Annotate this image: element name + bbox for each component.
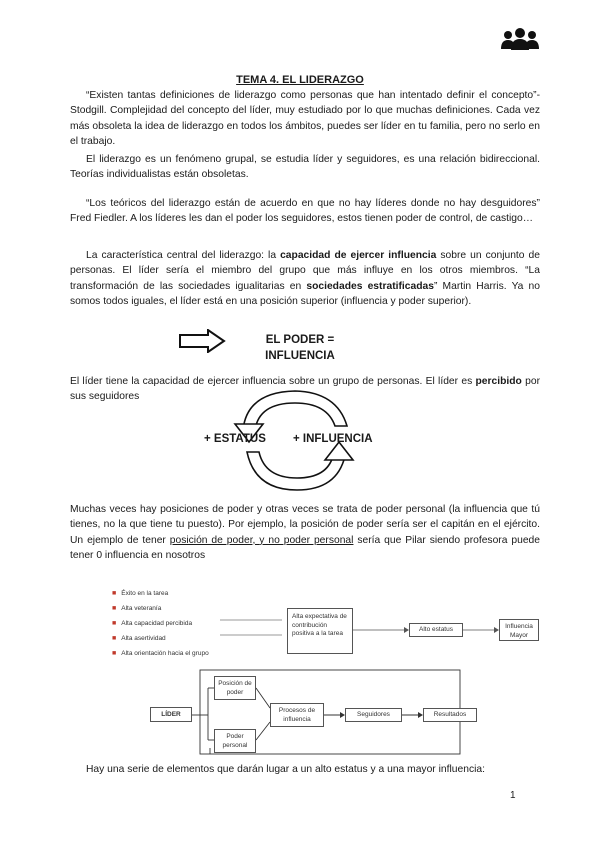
box-high-expectation: Alta expectativa de contribución positiva a la tarea [287, 608, 353, 654]
right-arrow-icon [178, 329, 226, 353]
box-position-power: Posición de poder [214, 676, 256, 700]
paragraph-definitions: “Existen tantas definiciones de liderazgo como personas que han intentado definir el concepto”- Stodgill. Complejidad del concepto del líder, muy estudiado por lo que muchas definiciones. Cada vez más obsoleta la idea de liderazgo en todos los ámbitos, puedes ser líder en tu familia, pero no serlo en el trabajo. [70, 90, 540, 148]
box-followers: Seguidores [345, 708, 402, 722]
cycle-label-status: + ESTATUS [204, 433, 266, 445]
paragraph-elements: Hay una serie de elementos que darán lugar a un alto estatus y a una mayor influencia: [86, 764, 485, 775]
paragraph-central-feature: La característica central del liderazgo: la capacidad de ejercer influencia sobre un conjunto de personas. El líder sería el miembro del grupo que más influye en los otros miembros. “La transformación de las sociedades igualitarias en sociedades estratificadas” Martin Harris. Ya no somos todos iguales, el líder está en una posición superior (influencia y poder superior). [70, 250, 540, 308]
box-greater-influence: Influencia Mayor [499, 619, 539, 641]
list-item: ■ Alta capacidad percibida [112, 620, 193, 627]
list-item: ■ Éxito en la tarea [112, 590, 169, 597]
page-title: TEMA 4. EL LIDERAZGO [236, 74, 364, 86]
page-number: 1 [510, 790, 516, 801]
paragraph-group-phenomenon: El liderazgo es un fenómeno grupal, se estudia líder y seguidores, es una relación bidireccional. Teorías individualistas están obsoletas. [70, 154, 540, 181]
box-high-status: Alto estatus [409, 623, 463, 637]
list-item: ■ Alta asertividad [112, 635, 166, 642]
box-influence-processes: Procesos de influencia [270, 703, 324, 727]
power-influence-heading: EL PODER = INFLUENCIA [265, 334, 335, 362]
paragraph-position-vs-personal: Muchas veces hay posiciones de poder y otras veces se trata de poder personal (la influencia que tú tienes, no la que tiene tu puesto). Por ejemplo, la posición de poder sería ser el capitán en el ejército. Un ejemplo de tener posición de poder, y no poder personal sería que Pilar siendo profesora puede tener 0 influencia en nosotros [70, 504, 540, 562]
list-item: ■ Alta orientación hacia el grupo [112, 650, 209, 657]
status-diagram [112, 590, 542, 670]
box-results: Resultados [423, 708, 477, 722]
paragraph-fiedler: “Los teóricos del liderazgo están de acuerdo en que no hay líderes donde no hay desguidores” Fred Fiedler. A los líderes les dan el poder los seguidores, estos tienen poder de control, de castigo… [70, 198, 540, 225]
cycle-label-influence: + INFLUENCIA [293, 433, 373, 445]
users-icon [500, 26, 540, 52]
paragraph-perceived: El líder tiene la capacidad de ejercer influencia sobre un grupo de personas. El líder es percibido por sus seguidores [70, 376, 540, 403]
box-leader: LÍDER [150, 707, 192, 722]
box-personal-power: Poder personal [214, 729, 256, 753]
list-item: ■ Alta veteranía [112, 605, 162, 612]
